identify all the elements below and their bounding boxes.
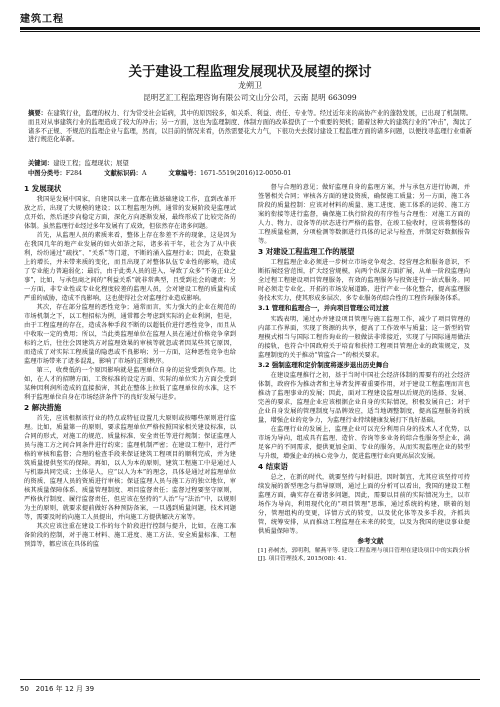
page-number: 50 [20,685,29,693]
body-paragraph: 实践表明，通过办并建设项目管理与施工监理工作，减少了项目管理的内部工作界面，实现了资源的共享，提高了工作效率与质量；这一新型的管理模式相当与国际工程咨询业的一般做法非常接近，实现了与国际通用做法的接轨，也符合中国政府关于培育和扶持工程项目管理企业的政策规定，及监理制度的关于推动“管监合一”的相关要求。 [258,315,470,359]
abstract-label: 摘要： [28,110,48,117]
article-number: 文章编号：1671-5519(2016)12-0050-01 [168,170,292,177]
paper-affiliation: 昆明艺汇工程监理咨询有限公司文山分公司，云南 昆明 663099 [143,93,357,102]
footer-rule [20,679,480,680]
subsection-heading: 3.1 管理和监理合一，并向项目管理公司过渡 [258,304,389,312]
subsection-heading: 3.2 强制监理和定价制度将逐步退出历史舞台 [258,360,389,369]
reference-item: [1] 孙树杰，郭明利，解燕平等. 建设工程监理与项目管理在建设项目中的实践分析[J]. 项目管理技术, 2015(08): 41. [258,548,470,563]
section-heading: 1 发展现状 [24,184,62,193]
keywords-text: 建设工程；监理现状；展望 [53,160,129,167]
section-heading: 4 结束语 [258,462,288,471]
body-paragraph: 第三，收费低的一个原因影响就是监理单位自身的运营受到负作用。比如，在人才的招聘方面、工资标准的设定方面、实际的单位实力方面会受到某种因利润所造成的直接损害，其此在整体上拉低了监理单位的水准，这不利于监理单位自身在市场经济条件下的良好发展与进步。 [24,367,236,401]
classification-ids [28,168,472,177]
body-paragraph: 其次，存在部分监理的恶性竞争；通常而言，实力强大的企业在规范的市场机制之下，以工程招标为例，通常都会考虑到实际的企业利润，但是，由于工程监理的存在，造成各种手段不断的以超低价进行恶性竞争，而且从中收取一定的费用；所以，当此类监理单位在监理人员在通过价格竞争拿到标的之后，往往会因建筑方对监理效果的审核等就忽或者因某些其它原因，而造成了对实际工程质量的隐患或不良影响；另一方面，这种恶性竞争也给监理市场带来了诸多混乱，影响了市场的正常秩序。 [24,304,236,365]
references-heading: 参考文献 [357,537,384,545]
keywords-label: 关键词： [28,160,54,167]
body-paragraph: 其次应该注重在建设工作的每个阶段进行控制与提升，比如，在施工准备阶段的控制，对于施工材料、施工进度、施工方法、安全质量标准、工程预算等，都应该在具体的监 [24,523,236,548]
document-code: 文献标识码：A [104,170,147,177]
journal-section-header: 建筑工程 [20,14,64,25]
header-rule-thin [20,31,480,32]
body-paragraph: 首先，应该根据该行业的特点或特征设置几大原则或按哪些原则进行监理。比如，质量第一的原则，要求监理单位严格按照国家相关建设标准，以合同的形式，对施工的规范、质量标准、安全责任等进行规制；保证监理人员与施工方之间合同条件进行约束；监理机制严密；在建设工程中，进行严格的审核和监督；合理的检查手段来保证建筑工程项目的顺利完成，并为建筑质量提供坚实的保障。再如，以人为本的原则，建筑工程施工中是通过人与机器共同完成；主体是人，应“以人为本”的理念，具体是通过对监理单位的资质、监理人员的资质进行审核；保证监理人员与施工方的独立地位，审核其质量保障体系、质量管理制度、项目监督责任；监督过程要坚守原则，严格执行制度、履行监督责任，但应该在坚持的“人治”与“法治”中，以规则为主的原则，就要求提前做好各种预防备案，一旦遇到质量问题，技术问题等，需要及时的向施工人员提出，并向施工方提供解决方案等。 [24,415,236,521]
header-rule-thick [20,27,480,30]
clc-number: 中图分类号：F284 [28,170,83,177]
body-column-left [24,183,236,679]
keywords [28,158,472,167]
page-footer [20,684,480,694]
abstract [28,110,472,145]
body-paragraph: 在监理行业的发展上，监理企业可以充分利用自身的技术人才优势，以市场为导向，组成具有监理、造价、咨询等多业务的综合性服务型企业，满足客户的不同需求，提供更加全面、专业的服务，从而实现监理企业的转型与升级，增强企业的核心竞争力，促进监理行业向更高层次发展。 [258,426,470,460]
section-heading: 2 解决措施 [24,403,62,412]
paper-title: 关于建设工程监理发展现状及展望的探讨 [128,64,372,80]
paper-author: 龙朔卫 [238,81,262,90]
body-paragraph: 首先，从监理人员的素质来看，整体上存在参差不齐的现象，这是因为在我国几年的地产业发展的如火如荼之际，诸多若干年，社会为了从中获利，纷纷通过“疏找”、“关系”等门道，不断的涌入监理行业；因此，在数量上的增长，并未带来质的变化，而且出现了对整体队伍专业性的影响，造成了专业能力普遍弱化；最后，由于此类人员的进入，导致了众多“不务正业之事”，比如，与承包商之间的“利益关系”就非常典型，且受到社会的谴责；另一方面，非专业性或专业化程度较差的监理人员，会对建设工程的质量构成严重的威胁，造成不良影响，这也使得社会对监理行业造成影响。 [24,232,236,302]
body-paragraph: 工程监理企业必须进一步树立市场竞争观念、经营理念和服务意识，不断拓展经营范围，扩大经营规模，向两个纵深方面扩展，从单一阶段监理向全过程工程建设项目管理服务，有效的监理服务与投资进行一站式服务。同时必须走专业化、开拓的市场发展道路，进行产业一体化整合，提高监理服务技术实力，使其形成多层次、多专业服务的综合性的工程咨询服务体系。 [258,259,470,302]
abstract-text: 在建筑行业，监理的权力、行为常受社会诟病，其中的原因较多，如关系、利益、责任、专业等。经过近年来的高协产业的蓬勃发展，已出现了机制期。而且对从事建筑行业的监理造成了较大的冲击；另一方面，这也为监理制度、体制方面的改革提供了一个重要的契机；随着这种大的建筑行业的“冲击”，淘汰了诸多不正规、不规范的监理企业与监理，然而，以目前的情况来看，仍然需要花大力气，下很功夫去探讨建设工程监理方面的诸多问题，以便找寻监理行业重新进行规范化革新。 [28,110,473,144]
body-paragraph: 在建设监理推行之初，基于当时中国社会经济体制的需要有的社会经济体制，政府作为推动者和主导者发挥着重要作用，对于建设工程监理而言也推动了监理事业的发展；因此，面对工程建设监理以后规范的选择、发展、完善的要求，监理企业应该根据企业自身的实际情况，积极发展自己；对于企业自身发展的管理制度与品牌效应，适当地调整制度，提高监理服务的质量，增强企业的竞争力，为监理行业持续健康发展打下良好基础。 [258,372,470,424]
body-column-right [258,183,470,679]
body-paragraph: 督与合理的意见；做好监理自身的监理方案，并与承包方进行协调，并签署相关合同；审核各方面的建设资质，确保施工质量；另一方面，施工各阶段的质量控制：应该对材料的质量、施工进度、施工体系的运转、施工方案的衔接等进行监督，确保施工执行阶段的有序性与合理性：对施工方面的人力、物力、设备等的状态进行严格的监督，在竣工验收时，应该将整体的工程质量检测，分项检测等数据进行具体的记录与检查，并制定好数据报告等。 [258,184,470,245]
body-paragraph: 总之，在新的时代，就要坚持与时俱进，因时制宜，尤其应该坚持可持续发展的新型理念与指导原则，通过上面的分析可以看出，我国的建设工程监理方面，确实存在着诸多问题，因此，需要以目前的实际情况为主，以市场作为导向，利用现代化的“项目管理”思维，通过系统的构建，联着的划分，管理组构的变更，详情方式的转变，以及优化体等及多手段，齐抓共管，统筹安排，从而推动工程监理在未来的转变，以及为我国的建设事业提供质量保障等。 [258,474,470,535]
issue-date: 2016 年 12 月 39 [35,685,95,693]
section-heading: 3 对建设工程监理工作的展望 [258,247,355,256]
body-paragraph: 我国是发展中国家，自建国以来一直都在做基础建设工作，直到改革开放之后，出现了大规模的建设；以工程监理为例，通常的发展阶段是监理试点开始，然后逐步向稳定方面，深化方向逐渐发展，最终形成了比较完备的体制。虽然监理行业经过多年发展有了成效，但依然存在诸多问题。 [24,196,236,230]
